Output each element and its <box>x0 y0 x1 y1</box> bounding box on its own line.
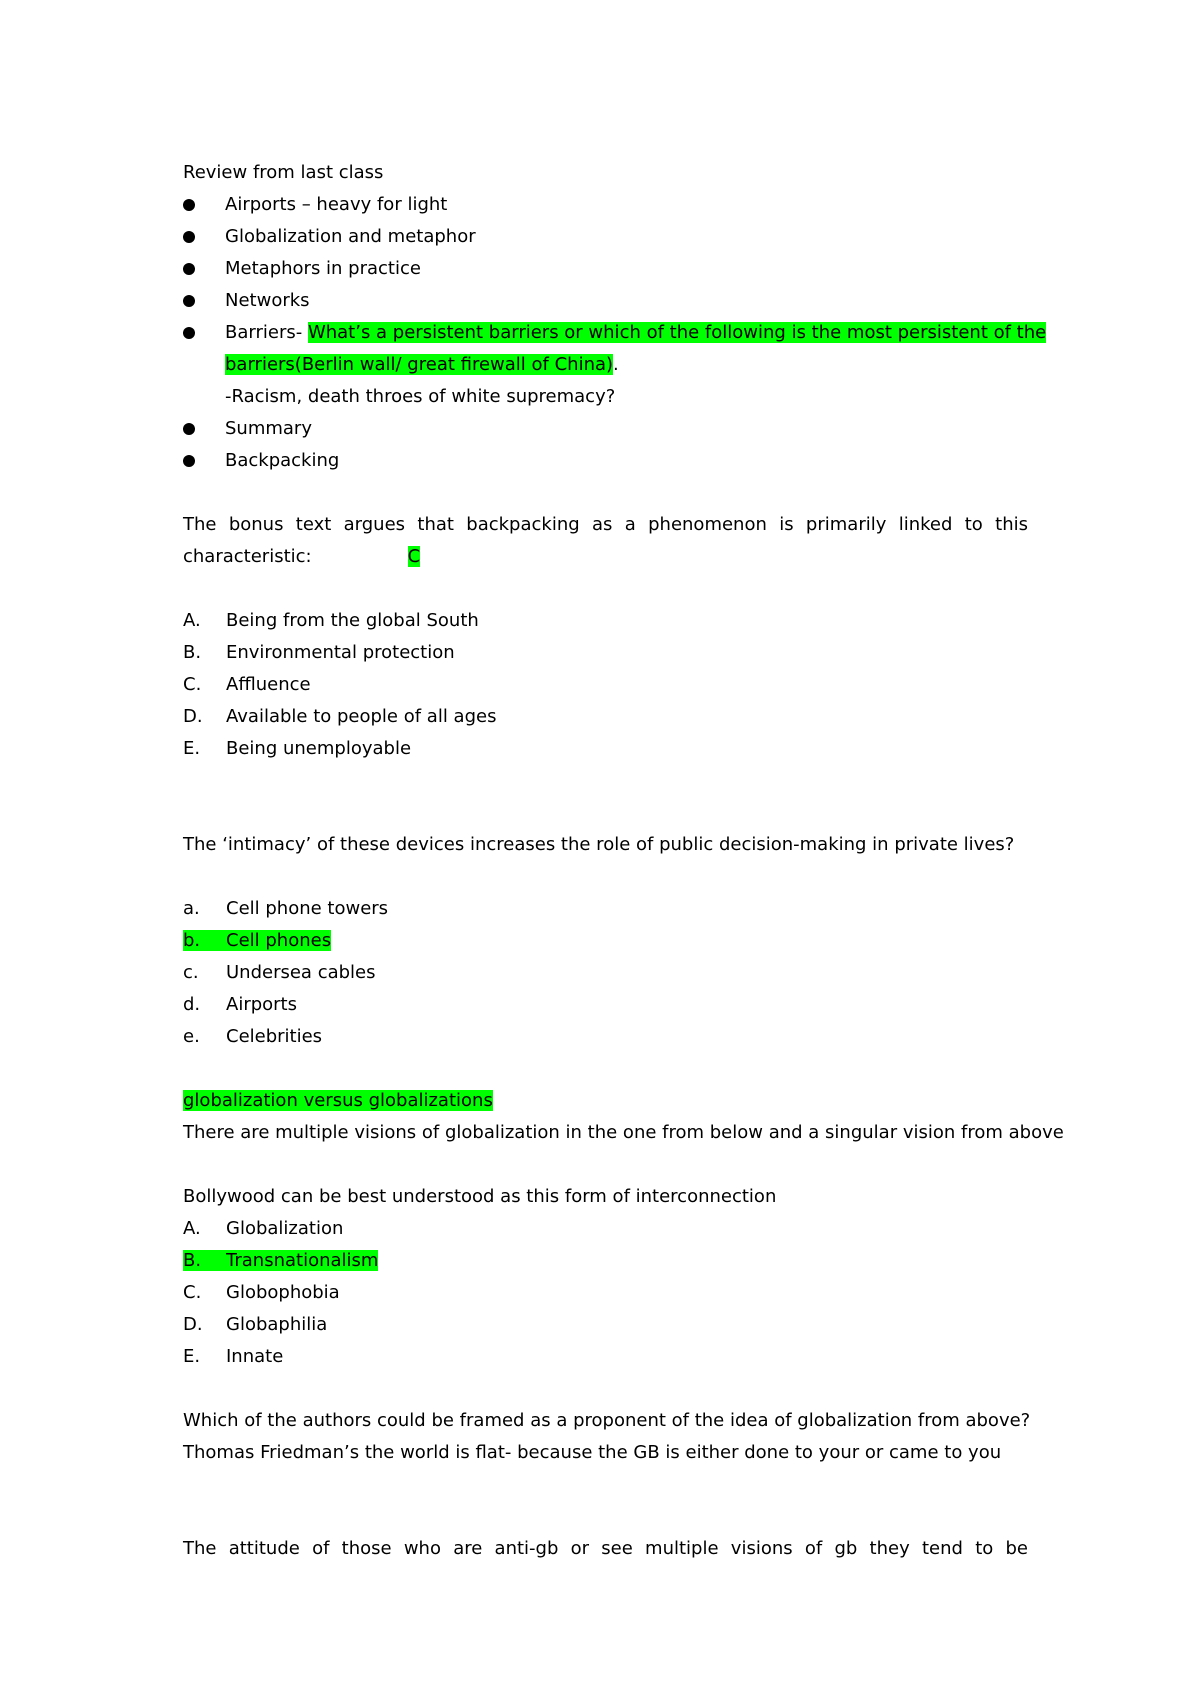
option-letter: e. <box>183 1026 200 1047</box>
correct-option-highlight <box>183 1250 378 1271</box>
barriers-note: -Racism, death throes of white supremacy? <box>225 386 616 407</box>
list-item <box>183 637 1028 669</box>
list-item <box>183 957 1028 989</box>
option-letter: A. <box>183 610 201 631</box>
list-item <box>183 1309 1028 1341</box>
list-item-text: Airports – heavy for light <box>225 194 448 215</box>
q1-line-1: The bonus text argues that backpacking as a phenomenon is primarily linked to this <box>183 514 1028 535</box>
option-text: Globaphilia <box>226 1314 328 1335</box>
list-item-text: Networks <box>225 290 310 311</box>
q2-question: The ‘intimacy’ of these devices increases the role of public decision-making in private lives? <box>183 834 1015 855</box>
list-item <box>183 253 1028 285</box>
spacer <box>183 1469 1028 1501</box>
section-title-line <box>183 1085 1028 1117</box>
spacer <box>183 1149 1028 1181</box>
list-item <box>183 445 1028 477</box>
option-text: Affluence <box>226 674 311 695</box>
option-text: Celebrities <box>226 1026 323 1047</box>
option-letter: B. <box>183 642 202 663</box>
option-letter: b. <box>183 930 201 951</box>
option-text: Available to people of all ages <box>226 706 497 727</box>
list-item <box>183 989 1028 1021</box>
section-text: There are multiple visions of globalization in the one from below and a singular vision from above <box>183 1122 1064 1143</box>
list-item <box>183 221 1028 253</box>
list-item-correct <box>183 1245 1028 1277</box>
spacer <box>183 797 1028 829</box>
list-item <box>183 285 1028 317</box>
list-item-text: Backpacking <box>225 450 340 471</box>
barriers-prefix: Barriers- <box>225 322 308 343</box>
document-content <box>183 157 1064 1565</box>
bullet-icon <box>183 263 195 275</box>
bullet-icon <box>183 423 195 435</box>
spacer <box>183 1373 1028 1405</box>
review-heading: Review from last class <box>183 162 384 183</box>
list-item-text: Summary <box>225 418 312 439</box>
barriers-highlight-2: barriers(Berlin wall/ great firewall of China) <box>225 354 614 375</box>
q1-line-2-text: characteristic: <box>183 546 312 567</box>
option-text: Globalization <box>226 1218 344 1239</box>
spacer <box>183 861 1028 893</box>
barriers-highlight-1: What’s a persistent barriers or which of the following is the most persistent of the <box>307 322 1047 343</box>
bullet-icon <box>183 295 195 307</box>
q2-options <box>183 893 1028 1053</box>
spacer <box>183 1053 1028 1085</box>
option-text: Undersea cables <box>226 962 376 983</box>
spacer <box>183 477 1028 509</box>
option-letter: D. <box>183 1314 203 1335</box>
section-title: globalization versus globalizations <box>183 1090 493 1111</box>
bullet-icon <box>183 327 195 339</box>
option-letter: C. <box>183 1282 202 1303</box>
option-text: Cell phones <box>226 930 332 951</box>
q4-answer: Thomas Friedman’s the world is flat- because the GB is either done to your or came to you <box>183 1442 1002 1463</box>
list-item <box>183 605 1028 637</box>
barriers-line-1 <box>225 317 1047 349</box>
spacer <box>183 573 1028 605</box>
list-item <box>183 893 1028 925</box>
bullet-icon <box>183 199 195 211</box>
q3-question: Bollywood can be best understood as this form of interconnection <box>183 1186 777 1207</box>
q1-options <box>183 605 1028 765</box>
q5-line-1: The attitude of those who are anti-gb or see multiple visions of gb they tend to be <box>183 1538 1028 1559</box>
option-text: Transnationalism <box>226 1250 379 1271</box>
option-letter: c. <box>183 962 199 983</box>
bullet-icon <box>183 231 195 243</box>
list-item-text: Metaphors in practice <box>225 258 421 279</box>
spacer <box>183 765 1028 797</box>
q4-question: Which of the authors could be framed as a proponent of the idea of globalization from above? <box>183 1410 1031 1431</box>
option-text: Cell phone towers <box>226 898 389 919</box>
list-item-barriers <box>183 317 1047 413</box>
option-letter: D. <box>183 706 203 727</box>
barriers-suffix: . <box>613 354 619 375</box>
list-item <box>183 1213 1028 1245</box>
list-item <box>183 701 1028 733</box>
list-item <box>183 669 1028 701</box>
list-item <box>183 1021 1028 1053</box>
option-letter: E. <box>183 738 201 759</box>
list-item <box>183 189 1028 221</box>
list-item <box>183 1277 1028 1309</box>
option-text: Airports <box>226 994 297 1015</box>
option-letter: a. <box>183 898 200 919</box>
q1-answer: C <box>407 546 421 567</box>
option-text: Environmental protection <box>226 642 455 663</box>
option-text: Globophobia <box>226 1282 340 1303</box>
list-item <box>183 413 1028 445</box>
list-item <box>183 1341 1028 1373</box>
option-letter: B. <box>183 1250 202 1271</box>
list-item-text: Globalization and metaphor <box>225 226 476 247</box>
option-letter: C. <box>183 674 202 695</box>
q3-options <box>183 1213 1028 1373</box>
spacer <box>183 1501 1028 1533</box>
option-text: Being from the global South <box>226 610 479 631</box>
correct-option-highlight <box>183 930 331 951</box>
bullet-icon <box>183 455 195 467</box>
list-item <box>183 733 1028 765</box>
option-text: Being unemployable <box>226 738 412 759</box>
review-list <box>183 189 1047 477</box>
option-letter: A. <box>183 1218 201 1239</box>
barriers-line-2 <box>225 349 1028 381</box>
list-item-correct <box>183 925 1028 957</box>
option-text: Innate <box>226 1346 284 1367</box>
q1-line-2 <box>183 541 1028 573</box>
option-letter: d. <box>183 994 201 1015</box>
option-letter: E. <box>183 1346 201 1367</box>
